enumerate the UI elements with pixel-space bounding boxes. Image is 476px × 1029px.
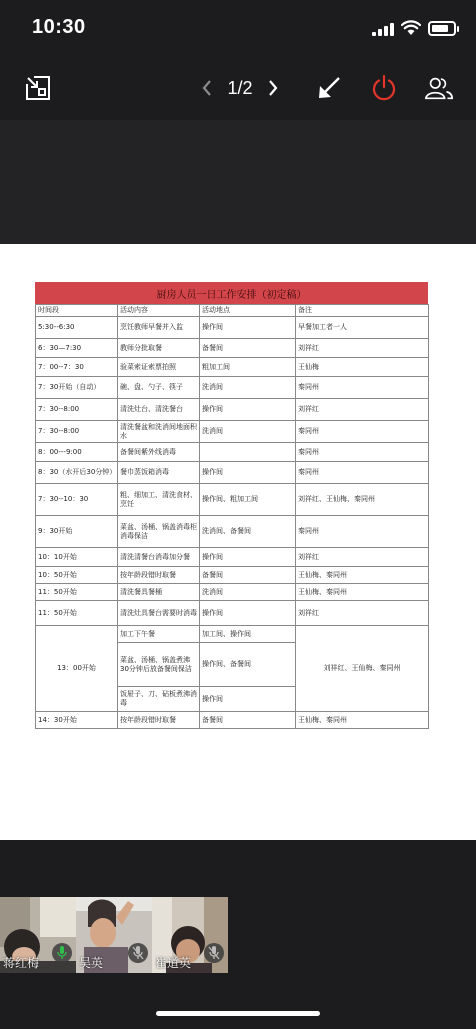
table-cell: 8：00---9:00 (36, 443, 118, 462)
participant-tile[interactable] (0, 897, 76, 973)
table-cell: 王仙梅 (296, 358, 429, 377)
table-cell: 备餐间 (200, 712, 296, 729)
table-cell: 操作间 (200, 317, 296, 339)
table-cell: 10：50开始 (36, 567, 118, 584)
table-cell: 14：30开始 (36, 712, 118, 729)
table-cell: 操作间 (200, 687, 296, 712)
table-cell: 刘祥红 (296, 339, 429, 358)
table-header-row (36, 305, 429, 317)
table-cell: 秦同州 (296, 421, 429, 443)
table-cell: 餐巾蒸饭箱消毒 (118, 462, 200, 484)
table-cell: 刘祥红 (296, 601, 429, 626)
annotate-button[interactable] (314, 73, 344, 103)
exit-fullscreen-icon (25, 75, 51, 101)
table-cell: 13：00开始 (36, 626, 118, 712)
table-cell: 操作间 (200, 399, 296, 421)
table-cell: 按年龄段错时取餐 (118, 712, 200, 729)
table-cell: 7：30--10：30 (36, 484, 118, 516)
table-row (36, 317, 429, 339)
table-cell: 秦同州 (296, 443, 429, 462)
column-header: 活动内容 (118, 305, 200, 317)
cellular-signal-icon (372, 22, 394, 36)
table-cell: 按年龄段错时取餐 (118, 567, 200, 584)
table-row (36, 399, 429, 421)
next-page-button[interactable] (266, 78, 280, 98)
table-cell: 洗消间、备餐间 (200, 516, 296, 548)
table-cell: 5:30--6:30 (36, 317, 118, 339)
shared-screen-margin-top (0, 120, 476, 244)
status-bar (0, 0, 476, 58)
table-cell: 7：30--8:00 (36, 421, 118, 443)
table-row (36, 421, 429, 443)
table-cell: 秦同州 (296, 516, 429, 548)
table-cell: 王仙梅、秦同州 (296, 584, 429, 601)
table-row (36, 358, 429, 377)
table-cell: 碗、盘、勺子、筷子 (118, 377, 200, 399)
table-row (36, 339, 429, 358)
table-cell: 加工间、操作间 (200, 626, 296, 643)
schedule-table (35, 304, 429, 729)
table-cell: 烹饪教师早餐并入监 (118, 317, 200, 339)
table-cell: 王仙梅、秦同州 (296, 567, 429, 584)
table-cell: 洗消间 (200, 584, 296, 601)
table-row (36, 548, 429, 567)
status-time: 10:30 (32, 16, 86, 38)
table-cell: 刘祥红、王仙梅、秦同州 (296, 626, 429, 712)
mic-muted-icon (204, 943, 224, 963)
table-cell: 刘祥红 (296, 548, 429, 567)
exit-fullscreen-button[interactable] (23, 73, 53, 103)
table-cell: 8：30（水开后30分钟） (36, 462, 118, 484)
table-cell: 6：30—7:30 (36, 339, 118, 358)
column-header: 备注 (296, 305, 429, 317)
table-cell: 粗、细加工、清洗食材、烹饪 (118, 484, 200, 516)
table-cell: 清洗餐具餐桶 (118, 584, 200, 601)
table-cell: 清洗灶台、清洗餐台 (118, 399, 200, 421)
table-cell (200, 443, 296, 462)
table-row (36, 443, 429, 462)
table-cell: 刘祥红 (296, 399, 429, 421)
table-cell: 11：50开始 (36, 584, 118, 601)
annotate-arrow-icon (316, 75, 342, 101)
participant-tile[interactable] (152, 897, 228, 973)
document-title: 厨房人员一日工作安排（初定稿） (35, 282, 428, 304)
table-cell: 9：30开始 (36, 516, 118, 548)
participants-button[interactable] (424, 73, 454, 103)
table-cell: 加工下午餐 (118, 626, 200, 643)
page-indicator: 1/2 (227, 77, 253, 98)
table-cell: 菜盆、汤桶、锅盖煮沸30分钟后放备餐间保洁 (118, 643, 200, 687)
table-cell: 洗消间 (200, 377, 296, 399)
table-cell: 7：30--8:00 (36, 399, 118, 421)
table-cell: 操作间 (200, 601, 296, 626)
table-cell: 清洗餐盆和洗消间地面积水 (118, 421, 200, 443)
table-row (36, 584, 429, 601)
power-icon (370, 74, 398, 102)
table-cell: 10：10开始 (36, 548, 118, 567)
table-cell: 操作间 (200, 548, 296, 567)
table-cell: 操作间、备餐间 (200, 643, 296, 687)
table-cell: 秦同州 (296, 377, 429, 399)
table-row (36, 462, 429, 484)
table-cell: 秦同州 (296, 462, 429, 484)
table-cell: 清洗灶具餐台需要时消毒 (118, 601, 200, 626)
table-row (36, 484, 429, 516)
table-cell: 王仙梅、秦同州 (296, 712, 429, 729)
home-indicator[interactable] (156, 1011, 320, 1016)
table-row (36, 712, 429, 729)
table-cell: 教师分批取餐 (118, 339, 200, 358)
table-cell: 11：50开始 (36, 601, 118, 626)
shared-document[interactable] (0, 244, 476, 840)
mic-active-icon (52, 943, 72, 963)
table-cell: 刘祥红、王仙梅、秦同州 (296, 484, 429, 516)
table-cell: 早餐加工者一人 (296, 317, 429, 339)
participants-icon (424, 74, 454, 102)
table-row (36, 626, 429, 643)
participant-name: 蒋红梅 (3, 956, 40, 970)
table-cell: 备餐间 (200, 339, 296, 358)
table-cell: 饭屉子、刀、砧板煮沸消毒 (118, 687, 200, 712)
table-cell: 清洗清餐台消毒加分餐 (118, 548, 200, 567)
table-cell: 操作间 (200, 462, 296, 484)
battery-icon (428, 21, 456, 36)
column-header: 活动地点 (200, 305, 296, 317)
table-row (36, 516, 429, 548)
participant-name: 崔道英 (155, 956, 192, 970)
table-cell: 备餐间 (200, 567, 296, 584)
page-pager (200, 76, 280, 100)
table-row (36, 567, 429, 584)
mic-muted-icon (128, 943, 148, 963)
participant-tile[interactable] (76, 897, 152, 973)
wifi-icon (401, 20, 421, 36)
table-cell: 7：00--7：30 (36, 358, 118, 377)
prev-page-button[interactable] (200, 78, 214, 98)
table-cell: 7：30开始（自动） (36, 377, 118, 399)
chevron-right-icon (268, 80, 278, 96)
table-cell: 操作间、粗加工间 (200, 484, 296, 516)
end-meeting-button[interactable] (369, 73, 399, 103)
table-row (36, 601, 429, 626)
meeting-toolbar (0, 58, 476, 120)
table-cell: 验菜索证索票拍照 (118, 358, 200, 377)
chevron-left-icon (202, 80, 212, 96)
column-header: 时间段 (36, 305, 118, 317)
table-row (36, 377, 429, 399)
table-cell: 粗加工间 (200, 358, 296, 377)
participant-name: 吴英 (79, 956, 104, 970)
table-cell: 菜盆、汤桶、锅盖消毒柜消毒保洁 (118, 516, 200, 548)
table-cell: 备餐间紫外线消毒 (118, 443, 200, 462)
table-cell: 洗消间 (200, 421, 296, 443)
